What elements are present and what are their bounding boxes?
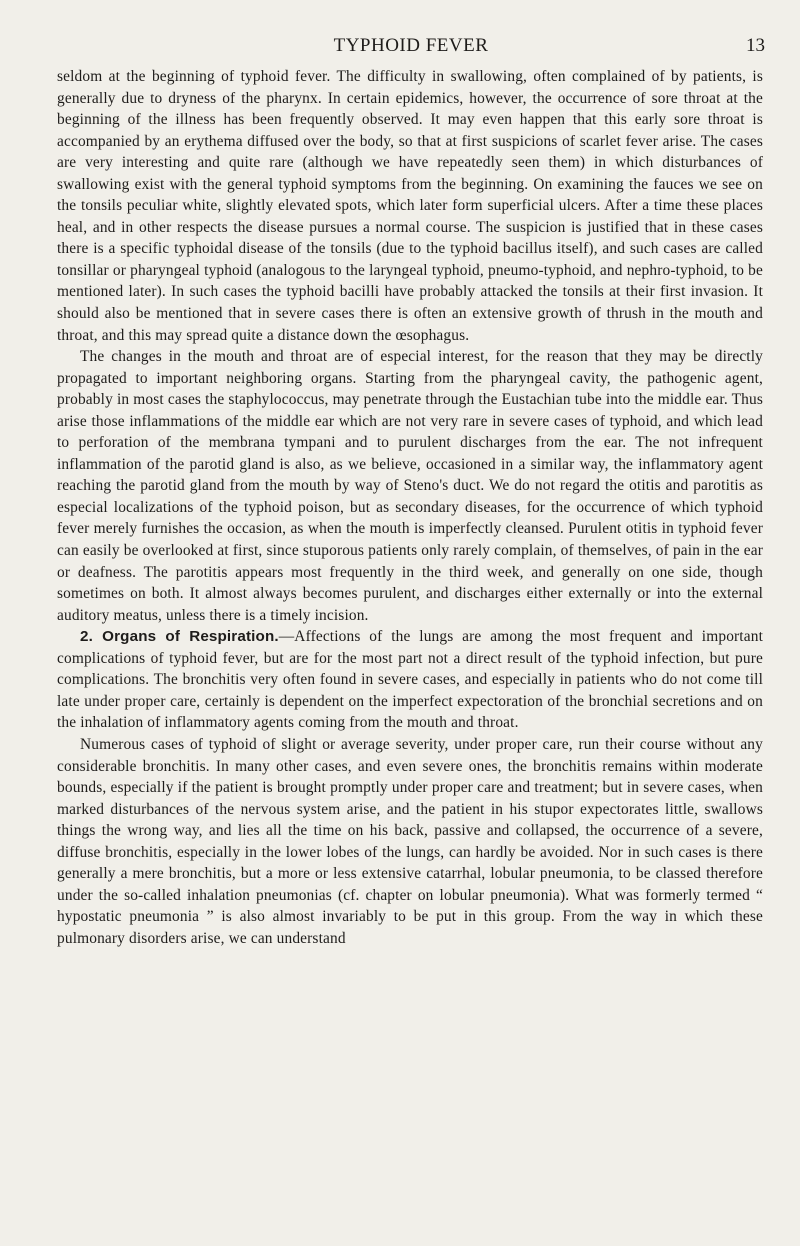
paragraph-ear-parotid: The changes in the mouth and throat are of especial interest, for the reason that they may be directly propagated to important neighboring organs. Starting from the pharyngeal cavity, the pathogenic agent, probably in most cases the staphylococcus, may penetrate through the Eustachian tube into the middle ear. Thus arise those inflammations of the middle ear which are not very rare in severe cases of typhoid, and which lead to perforation of the membrana tympani and to purulent discharges from the ear. The not infrequent inflammation of the parotid gland is also, as we believe, occasioned in a similar way, the inflammatory agent reaching the parotid gland from the mouth by way of Steno's duct. We do not regard the otitis and parotitis as especial localizations of the typhoid poison, but as secondary diseases, for the occurrence of which typhoid fever merely furnishes the occasion, as when the mouth is imperfectly cleansed. Purulent otitis in typhoid fever can easily be overlooked at first, since stuporous patients only rarely complain, of themselves, of pain in the ear or deafness. The parotitis appears most frequently in the third week, and generally on one side, though sometimes on both. It almost always becomes purulent, and discharges either externally or into the external auditory meatus, unless there is a timely incision. — [57, 348, 763, 624]
section-heading-respiration: 2. Organs of Respiration. — [80, 628, 279, 646]
running-title: TYPHOID FEVER — [333, 35, 489, 56]
page-number: 13 — [746, 35, 765, 56]
paragraph-respiration-text: —Affections of the lungs are among the most frequent and important complications of typhoid fever, but are for the most part not a direct result of the typhoid infection, but pure complications. The bronchitis very often found in severe cases, and especially in patients who do not come till late under proper care, certainly is dependent on the imperfect expectoration of the bronchial secretions and on the inhalation of inflammatory agents coming from the mouth and throat. — [57, 628, 763, 732]
paragraph-respiration — [57, 626, 763, 734]
body-text — [57, 66, 763, 949]
paragraph-mouth-throat: seldom at the beginning of typhoid fever. The difficulty in swallowing, often complained of by patients, is generally due to dryness of the pharynx. In certain epidemics, however, the occurrence of sore throat at the beginning of the illness has been frequently observed. It may even happen that this early sore throat is accompanied by an erythema diffused over the body, so that at first suspicions of scarlet fever arise. The cases are very interesting and quite rare (although we have repeatedly seen them) in which disturbances of swallowing exist with the general typhoid symptoms from the beginning. On examining the fauces we see on the tonsils peculiar white, slightly elevated spots, which later form superficial ulcers. After a time these places heal, and in other respects the disease pursues a normal course. The suspicion is justified that in these cases there is a specific typhoidal disease of the tonsils (due to the typhoid bacillus itself), and such cases are called tonsillar or pharyngeal typhoid (analogous to the laryngeal typhoid, pneumo-typhoid, and nephro-typhoid, to be mentioned later). In such cases the typhoid bacilli have probably attacked the tonsils at their first invasion. It should also be mentioned that in severe cases there is often an extensive growth of thrush in the mouth and throat, and this may spread quite a distance down the œsophagus. — [57, 68, 763, 344]
running-head — [57, 34, 765, 58]
paragraph-bronchitis: Numerous cases of typhoid of slight or average severity, under proper care, run their course without any considerable bronchitis. In many other cases, and even severe ones, the bronchitis remains within moderate bounds, especially if the patient is brought promptly under proper care and treatment; but in severe cases, when marked disturbances of the nervous system arise, and the patient in his stupor expectorates little, swallows things the wrong way, and lies all the time on his back, passive and collapsed, the occurrence of a severe, diffuse bronchitis, especially in the lower lobes of the lungs, can hardly be avoided. Nor in such cases is there generally a mere bronchitis, but a more or less extensive catarrhal, lobular pneumonia, to be classed therefore under the so-called inhalation pneumonias (cf. chapter on lobular pneumonia). What was formerly termed “ hypostatic pneumonia ” is also almost invariably to be put in this group. From the way in which these pulmonary disorders arise, we can understand — [57, 735, 763, 947]
